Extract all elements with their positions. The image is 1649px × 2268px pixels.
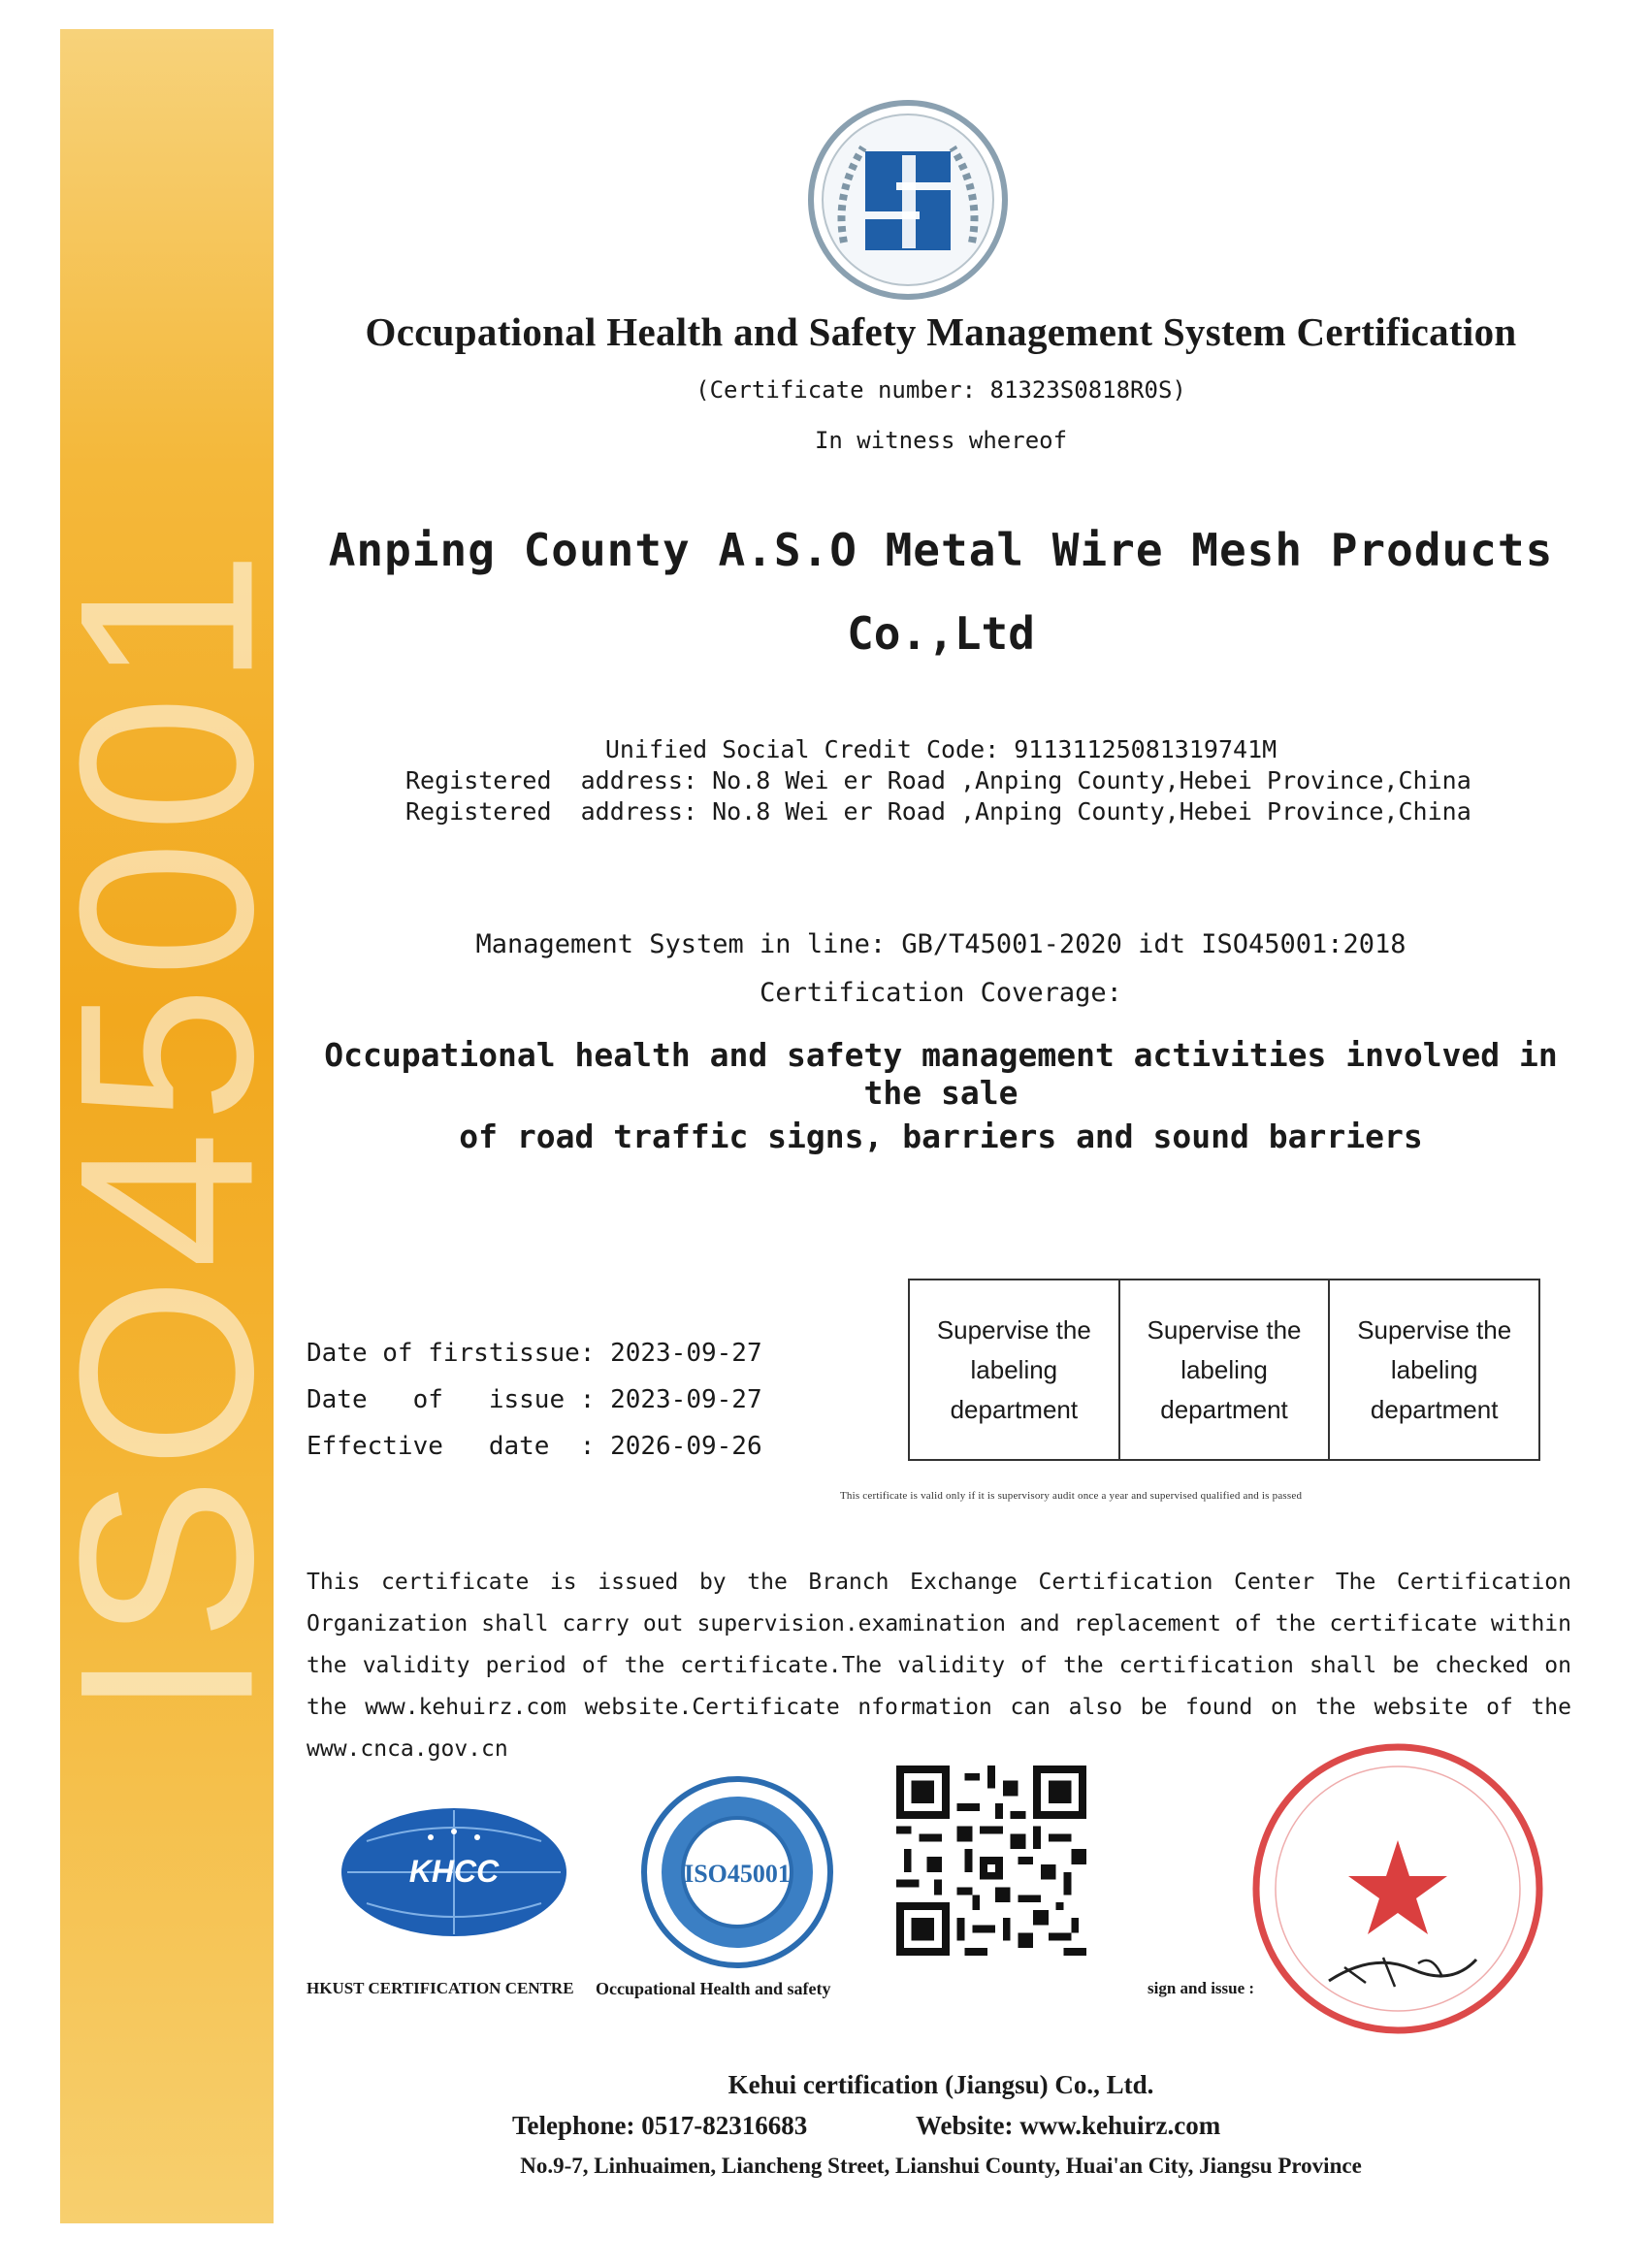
validity-note: This certificate is valid only if it is supervisory audit once a year and supervised qualified and is passed <box>840 1490 1303 1502</box>
coverage-text-line1: Occupational health and safety management activities involved in the sale <box>324 1036 1558 1112</box>
date-of-issue: Date of issue : 2023-09-27 <box>307 1385 762 1414</box>
iso-seal-icon <box>640 1775 834 1969</box>
supervise-table <box>908 1279 1540 1461</box>
qr-code-icon <box>896 1766 1086 1956</box>
sign-label: sign and issue : <box>1148 1979 1255 1997</box>
supervise-cell: Supervise the labeling department <box>1328 1280 1538 1459</box>
registered-address: Registered address: No.8 Wei er Road ,Anping County,Hebei Province,China <box>405 766 1471 794</box>
coverage-label: Certification Coverage: <box>760 978 1122 1008</box>
date-first-issue: Date of firstissue: 2023-09-27 <box>307 1339 762 1368</box>
credit-code: Unified Social Credit Code: 91131125081319741M <box>604 735 1277 763</box>
footer-company: Kehui certification (Jiangsu) Co., Ltd. <box>728 2070 1154 2099</box>
footer-website: Website: www.kehuirz.com <box>916 2111 1221 2140</box>
footer-address: No.9-7, Linhuaimen, Liancheng Street, Lianshui County, Huai'an City, Jiangsu Province <box>520 2154 1362 2178</box>
registered-address: Registered address: No.8 Wei er Road ,Anping County,Hebei Province,China <box>405 797 1471 826</box>
footer-telephone: Telephone: 0517-82316683 <box>512 2111 808 2140</box>
supervise-cell: Supervise the labeling department <box>1118 1280 1329 1459</box>
certificate-number: (Certificate number: 81323S0818R0S) <box>695 376 1186 404</box>
khcc-logo-icon <box>338 1804 570 1940</box>
supervise-cell: Supervise the labeling department <box>936 1314 1091 1424</box>
certificate-title: Occupational Health and Safety Management System Certification <box>365 309 1517 354</box>
khcc-logo-text: KHCC <box>408 1854 500 1889</box>
company-name-line2: Co.,Ltd <box>847 607 1035 660</box>
management-system: Management System in line: GB/T45001-2020 idt ISO45001:2018 <box>475 929 1406 959</box>
ohs-label: Occupational Health and safety <box>596 1979 831 1998</box>
iso-seal-text: ISO45001 <box>684 1860 791 1888</box>
certification-logo-icon <box>805 97 1011 303</box>
company-name-line1: Anping County A.S.O Metal Wire Mesh Products <box>328 524 1554 576</box>
hkust-label: HKUST CERTIFICATION CENTRE <box>307 1979 574 1997</box>
effective-date: Effective date : 2026-09-26 <box>307 1432 762 1461</box>
witness-text: In witness whereof <box>814 427 1068 454</box>
company-stamp-icon <box>1247 1738 1548 2039</box>
coverage-text-line2: of road traffic signs, barriers and sound barriers <box>459 1118 1423 1155</box>
certificate-paragraph: This certificate is issued by the Branch Exchange Certification Center The Certification Organization shall carry out supervision.examination and replacement of the certificate within the validity period of the certificate.The validity of the certification shall be checked on the www.kehuirz.com website.Certificate nformation can also be found on the website of the www.cnca.gov.cn <box>307 1570 1571 1762</box>
